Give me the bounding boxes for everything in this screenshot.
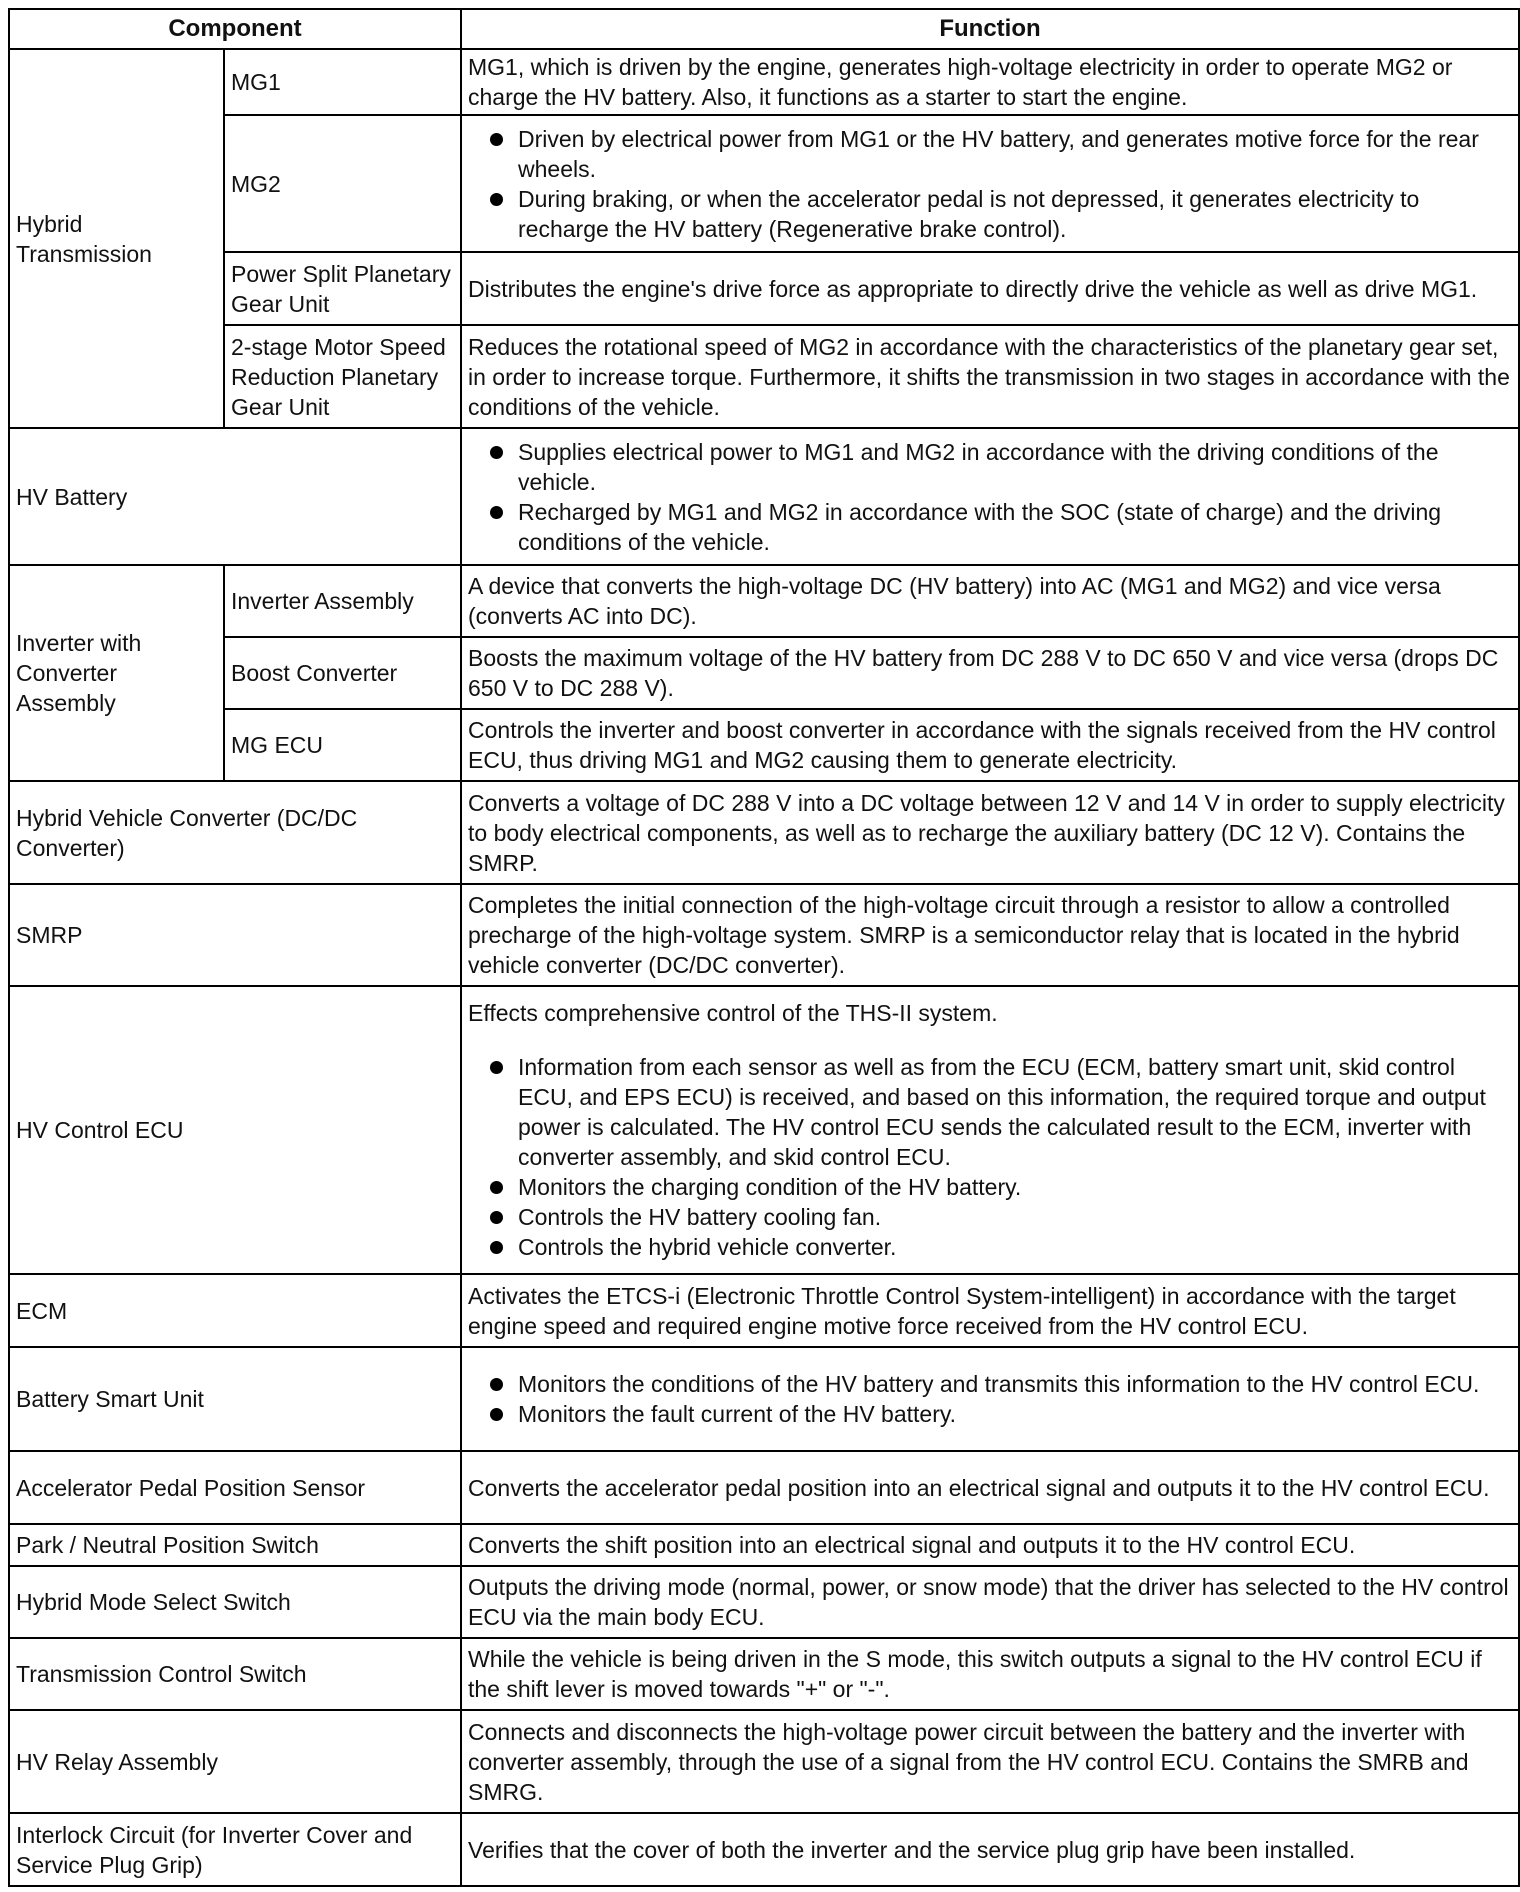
bullet-text: Monitors the charging condition of the HV battery. — [518, 1174, 1022, 1200]
component-hv-control-ecu: HV Control ECU — [9, 986, 461, 1274]
function-boost-converter: Boosts the maximum voltage of the HV battery from DC 288 V to DC 650 V and vice versa (drops DC 650 V to DC 288 V). — [461, 637, 1519, 709]
component-mg-ecu: MG ECU — [224, 709, 461, 781]
component-mg2: MG2 — [224, 115, 461, 252]
function-battery-smart-unit — [461, 1347, 1519, 1451]
bullet-text: Information from each sensor as well as from the ECU (ECM, battery smart unit, skid control ECU, and EPS ECU) is received, and based on this information, the required torque and output power is calculated. The HV control ECU sends the calculated result to the ECM, inverter with converter assembly, and skid control ECU. — [518, 1054, 1486, 1170]
component-battery-smart-unit: Battery Smart Unit — [9, 1347, 461, 1451]
table-row — [9, 781, 1519, 884]
group-label-hybrid-transmission: Hybrid Transmission — [9, 49, 224, 428]
function-smrp: Completes the initial connection of the high-voltage circuit through a resistor to allow a controlled precharge of the high-voltage system. SMRP is a semiconductor relay that is located in the hybrid vehicle converter (DC/DC converter). — [461, 884, 1519, 986]
bullet-icon — [490, 133, 503, 146]
table-row — [9, 1813, 1519, 1886]
bullet-text: During braking, or when the accelerator pedal is not depressed, it generates electricity to recharge the HV battery (Regenerative brake control). — [518, 185, 1420, 242]
table-row — [9, 1451, 1519, 1524]
bullet-item — [468, 1052, 1512, 1172]
component-inverter-assembly: Inverter Assembly — [224, 565, 461, 637]
bullet-icon — [490, 1211, 503, 1224]
function-park-neutral: Converts the shift position into an electrical signal and outputs it to the HV control ECU. — [461, 1524, 1519, 1566]
table-row — [9, 325, 1519, 428]
table-row — [9, 986, 1519, 1274]
component-power-split: Power Split Planetary Gear Unit — [224, 252, 461, 325]
component-hybrid-mode: Hybrid Mode Select Switch — [9, 1566, 461, 1638]
table-row — [9, 1710, 1519, 1813]
table-row — [9, 565, 1519, 637]
bullet-icon — [490, 1181, 503, 1194]
bullet-text: Controls the hybrid vehicle converter. — [518, 1234, 897, 1260]
header-component: Component — [9, 9, 461, 49]
component-accelerator-pedal: Accelerator Pedal Position Sensor — [9, 1451, 461, 1524]
table-row — [9, 115, 1519, 252]
header-function: Function — [461, 9, 1519, 49]
component-boost-converter: Boost Converter — [224, 637, 461, 709]
component-hv-relay: HV Relay Assembly — [9, 1710, 461, 1813]
bullet-text: Monitors the fault current of the HV battery. — [518, 1401, 957, 1427]
bullet-icon — [490, 446, 503, 459]
function-hv-relay: Connects and disconnects the high-voltage power circuit between the battery and the inverter with converter assembly, through the use of a signal from the HV control ECU. Contains the SMRB and SMRG. — [461, 1710, 1519, 1813]
function-hv-battery — [461, 428, 1519, 565]
bullet-icon — [490, 1408, 503, 1421]
component-ecm: ECM — [9, 1274, 461, 1347]
function-hybrid-mode: Outputs the driving mode (normal, power, or snow mode) that the driver has selected to the HV control ECU via the main body ECU. — [461, 1566, 1519, 1638]
bullet-icon — [490, 1061, 503, 1074]
function-transmission-control: While the vehicle is being driven in the S mode, this switch outputs a signal to the HV control ECU if the shift lever is moved towards "+" or "-". — [461, 1638, 1519, 1710]
bullet-icon — [490, 193, 503, 206]
function-inverter-assembly: A device that converts the high-voltage DC (HV battery) into AC (MG1 and MG2) and vice versa (converts AC into DC). — [461, 565, 1519, 637]
bullet-item — [468, 1232, 1512, 1262]
bullet-item — [468, 497, 1512, 557]
table-row — [9, 1638, 1519, 1710]
table-header-row — [9, 9, 1519, 49]
component-dcdc: Hybrid Vehicle Converter (DC/DC Converter) — [9, 781, 461, 884]
table-row — [9, 252, 1519, 325]
bullet-item — [468, 1202, 1512, 1232]
group-label-inverter: Inverter with Converter Assembly — [9, 565, 224, 781]
function-accelerator-pedal: Converts the accelerator pedal position into an electrical signal and outputs it to the HV control ECU. — [461, 1451, 1519, 1524]
bullet-item — [468, 184, 1512, 244]
function-dcdc: Converts a voltage of DC 288 V into a DC voltage between 12 V and 14 V in order to supply electricity to body electrical components, as well as to recharge the auxiliary battery (DC 12 V). Contains the SMRP. — [461, 781, 1519, 884]
bullet-text: Driven by electrical power from MG1 or the HV battery, and generates motive force for the rear wheels. — [518, 125, 1479, 182]
table-row — [9, 428, 1519, 565]
table-row — [9, 1524, 1519, 1566]
bullet-item — [468, 1172, 1512, 1202]
component-transmission-control: Transmission Control Switch — [9, 1638, 461, 1710]
function-hv-control-ecu — [461, 986, 1519, 1274]
bullet-icon — [490, 1241, 503, 1254]
table-row — [9, 1274, 1519, 1347]
table-row — [9, 637, 1519, 709]
table-row — [9, 49, 1519, 115]
function-power-split: Distributes the engine's drive force as appropriate to directly drive the vehicle as well as drive MG1. — [461, 252, 1519, 325]
function-mg-ecu: Controls the inverter and boost converter in accordance with the signals received from the HV control ECU, thus driving MG1 and MG2 causing them to generate electricity. — [461, 709, 1519, 781]
component-interlock: Interlock Circuit (for Inverter Cover and Service Plug Grip) — [9, 1813, 461, 1886]
bullet-item — [468, 1399, 1512, 1429]
component-mg1: MG1 — [224, 49, 461, 115]
bullet-icon — [490, 1378, 503, 1391]
function-mg1: MG1, which is driven by the engine, generates high-voltage electricity in order to operate MG2 or charge the HV battery. Also, it functions as a starter to start the engine. — [461, 49, 1519, 115]
bullet-item — [468, 124, 1512, 184]
component-function-table — [8, 8, 1520, 1887]
function-two-stage: Reduces the rotational speed of MG2 in accordance with the characteristics of the planetary gear set, in order to increase torque. Furthermore, it shifts the transmission in two stages in accordance with the conditions of the vehicle. — [461, 325, 1519, 428]
bullet-text: Monitors the conditions of the HV battery and transmits this information to the HV control ECU. — [518, 1371, 1480, 1397]
function-mg2 — [461, 115, 1519, 252]
table-row — [9, 1347, 1519, 1451]
component-smrp: SMRP — [9, 884, 461, 986]
table-row — [9, 709, 1519, 781]
function-interlock: Verifies that the cover of both the inverter and the service plug grip have been installed. — [461, 1813, 1519, 1886]
component-hv-battery: HV Battery — [9, 428, 461, 565]
component-park-neutral: Park / Neutral Position Switch — [9, 1524, 461, 1566]
table-row — [9, 884, 1519, 986]
bullet-item — [468, 437, 1512, 497]
bullet-icon — [490, 506, 503, 519]
table-row — [9, 1566, 1519, 1638]
bullet-text: Recharged by MG1 and MG2 in accordance with the SOC (state of charge) and the driving conditions of the vehicle. — [518, 498, 1442, 555]
bullet-text: Controls the HV battery cooling fan. — [518, 1204, 882, 1230]
intro-text: Effects comprehensive control of the THS-II system. — [468, 1000, 998, 1026]
function-ecm: Activates the ETCS-i (Electronic Throttle Control System-intelligent) in accordance with the target engine speed and required engine motive force received from the HV control ECU. — [461, 1274, 1519, 1347]
bullet-text: Supplies electrical power to MG1 and MG2 in accordance with the driving conditions of the vehicle. — [518, 438, 1439, 495]
bullet-item — [468, 1369, 1512, 1399]
component-two-stage: 2-stage Motor Speed Reduction Planetary Gear Unit — [224, 325, 461, 428]
